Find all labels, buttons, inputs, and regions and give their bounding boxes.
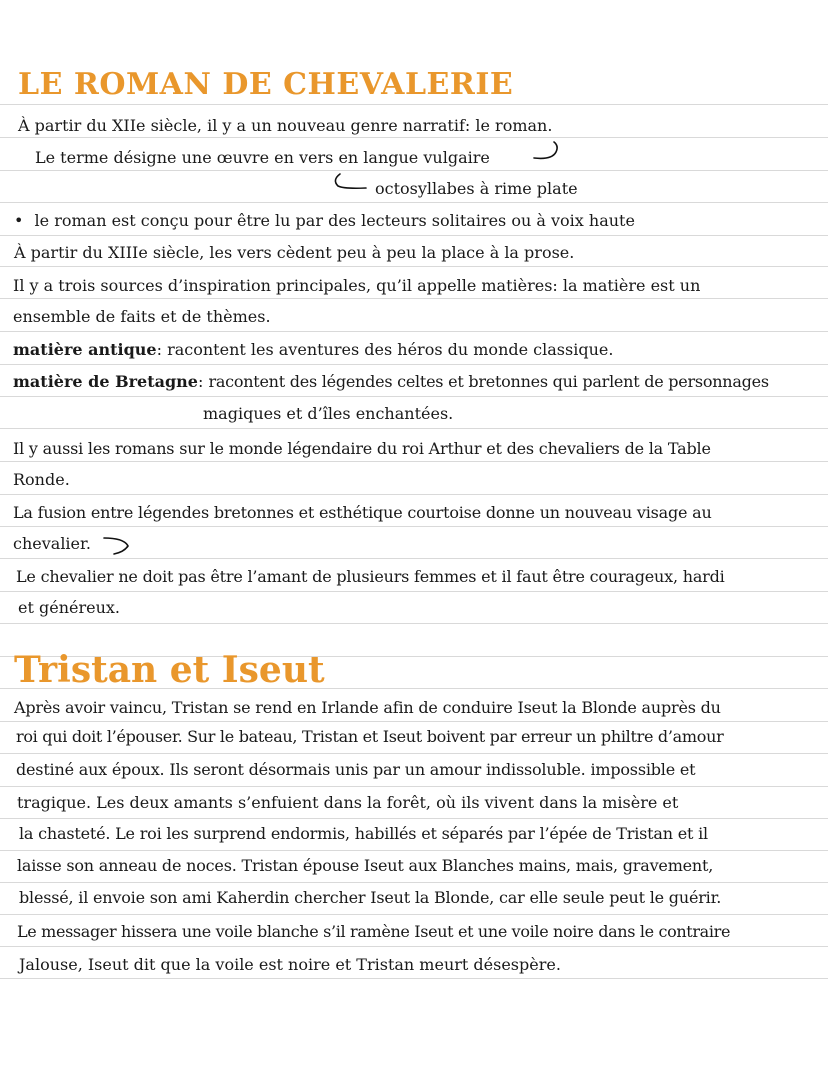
text-line: octosyllabes à rime plate <box>375 179 578 198</box>
text-line: À partir du XIIIe siècle, les vers cèdent peu à peu la place à la prose. <box>14 243 575 262</box>
bullet-item <box>14 211 635 231</box>
paragraph-line: la chasteté. Le roi les surprend endormis, habillés et séparés par l’épée de Tristan et il <box>19 824 708 843</box>
section-title-roman-chevalerie: LE ROMAN DE CHEVALERIE <box>18 67 514 102</box>
text-line: Ronde. <box>13 470 70 489</box>
matiere-bretagne-line <box>13 372 769 392</box>
text-line: La fusion entre légendes bretonnes et esthétique courtoise donne un nouveau visage au <box>13 503 712 522</box>
term-colon: : <box>156 340 162 359</box>
paragraph-line: Après avoir vaincu, Tristan se rend en Irlande afin de conduire Iseut la Blonde auprès du <box>14 698 721 717</box>
paragraph-line: roi qui doit l’épouser. Sur le bateau, Tristan et Iseut boivent par erreur un philtre d’amour <box>16 727 724 746</box>
curved-arrow-icon <box>330 172 370 194</box>
text-line: et généreux. <box>18 598 120 617</box>
definition-text: racontent des légendes celtes et bretonnes qui parlent de personnages <box>208 372 769 391</box>
paragraph-line: laisse son anneau de noces. Tristan épouse Iseut aux Blanches mains, mais, gravement, <box>17 856 714 875</box>
paragraph-line: destiné aux époux. Ils seront désormais unis par un amour indissoluble. impossible et <box>16 760 696 779</box>
matiere-antique-line <box>13 340 613 360</box>
section-title-tristan-iseut: Tristan et Iseut <box>14 649 325 691</box>
paragraph-line: tragique. Les deux amants s’enfuient dans la forêt, où ils vivent dans la misère et <box>17 793 679 812</box>
text-line: ensemble de faits et de thèmes. <box>13 307 271 326</box>
text-line: À partir du XIIe siècle, il y a un nouveau genre narratif: le roman. <box>18 116 553 135</box>
term-colon: : <box>197 372 204 391</box>
definition-text: racontent les aventures des héros du monde classique. <box>167 340 614 359</box>
text-line: magiques et d’îles enchantées. <box>203 404 454 423</box>
bullet-text: le roman est conçu pour être lu par des lecteurs solitaires ou à voix haute <box>34 211 635 230</box>
text-line: chevalier. <box>13 534 91 553</box>
text-line: Il y a trois sources d’inspiration principales, qu’il appelle matières: la matière est un <box>13 276 701 295</box>
paragraph-line: Le messager hissera une voile blanche s’il ramène Iseut et une voile noire dans le contraire <box>17 922 731 941</box>
term-matiere-bretagne: matière de Bretagne <box>13 372 198 391</box>
paragraph-line: blessé, il envoie son ami Kaherdin chercher Iseut la Blonde, car elle seule peut le guérir. <box>19 888 722 907</box>
paragraph-line: Jalouse, Iseut dit que la voile est noire et Tristan meurt désespère. <box>19 955 561 974</box>
curved-arrow-icon <box>532 140 564 164</box>
text-line: Le terme désigne une œuvre en vers en langue vulgaire <box>35 148 490 167</box>
text-line: Il y aussi les romans sur le monde légendaire du roi Arthur et des chevaliers de la Table <box>13 439 711 458</box>
text-line: Le chevalier ne doit pas être l’amant de plusieurs femmes et il faut être courageux, hardi <box>16 567 725 586</box>
term-matiere-antique: matière antique <box>13 340 157 359</box>
curved-arrow-icon <box>100 534 132 558</box>
bullet-icon: • <box>14 211 24 230</box>
